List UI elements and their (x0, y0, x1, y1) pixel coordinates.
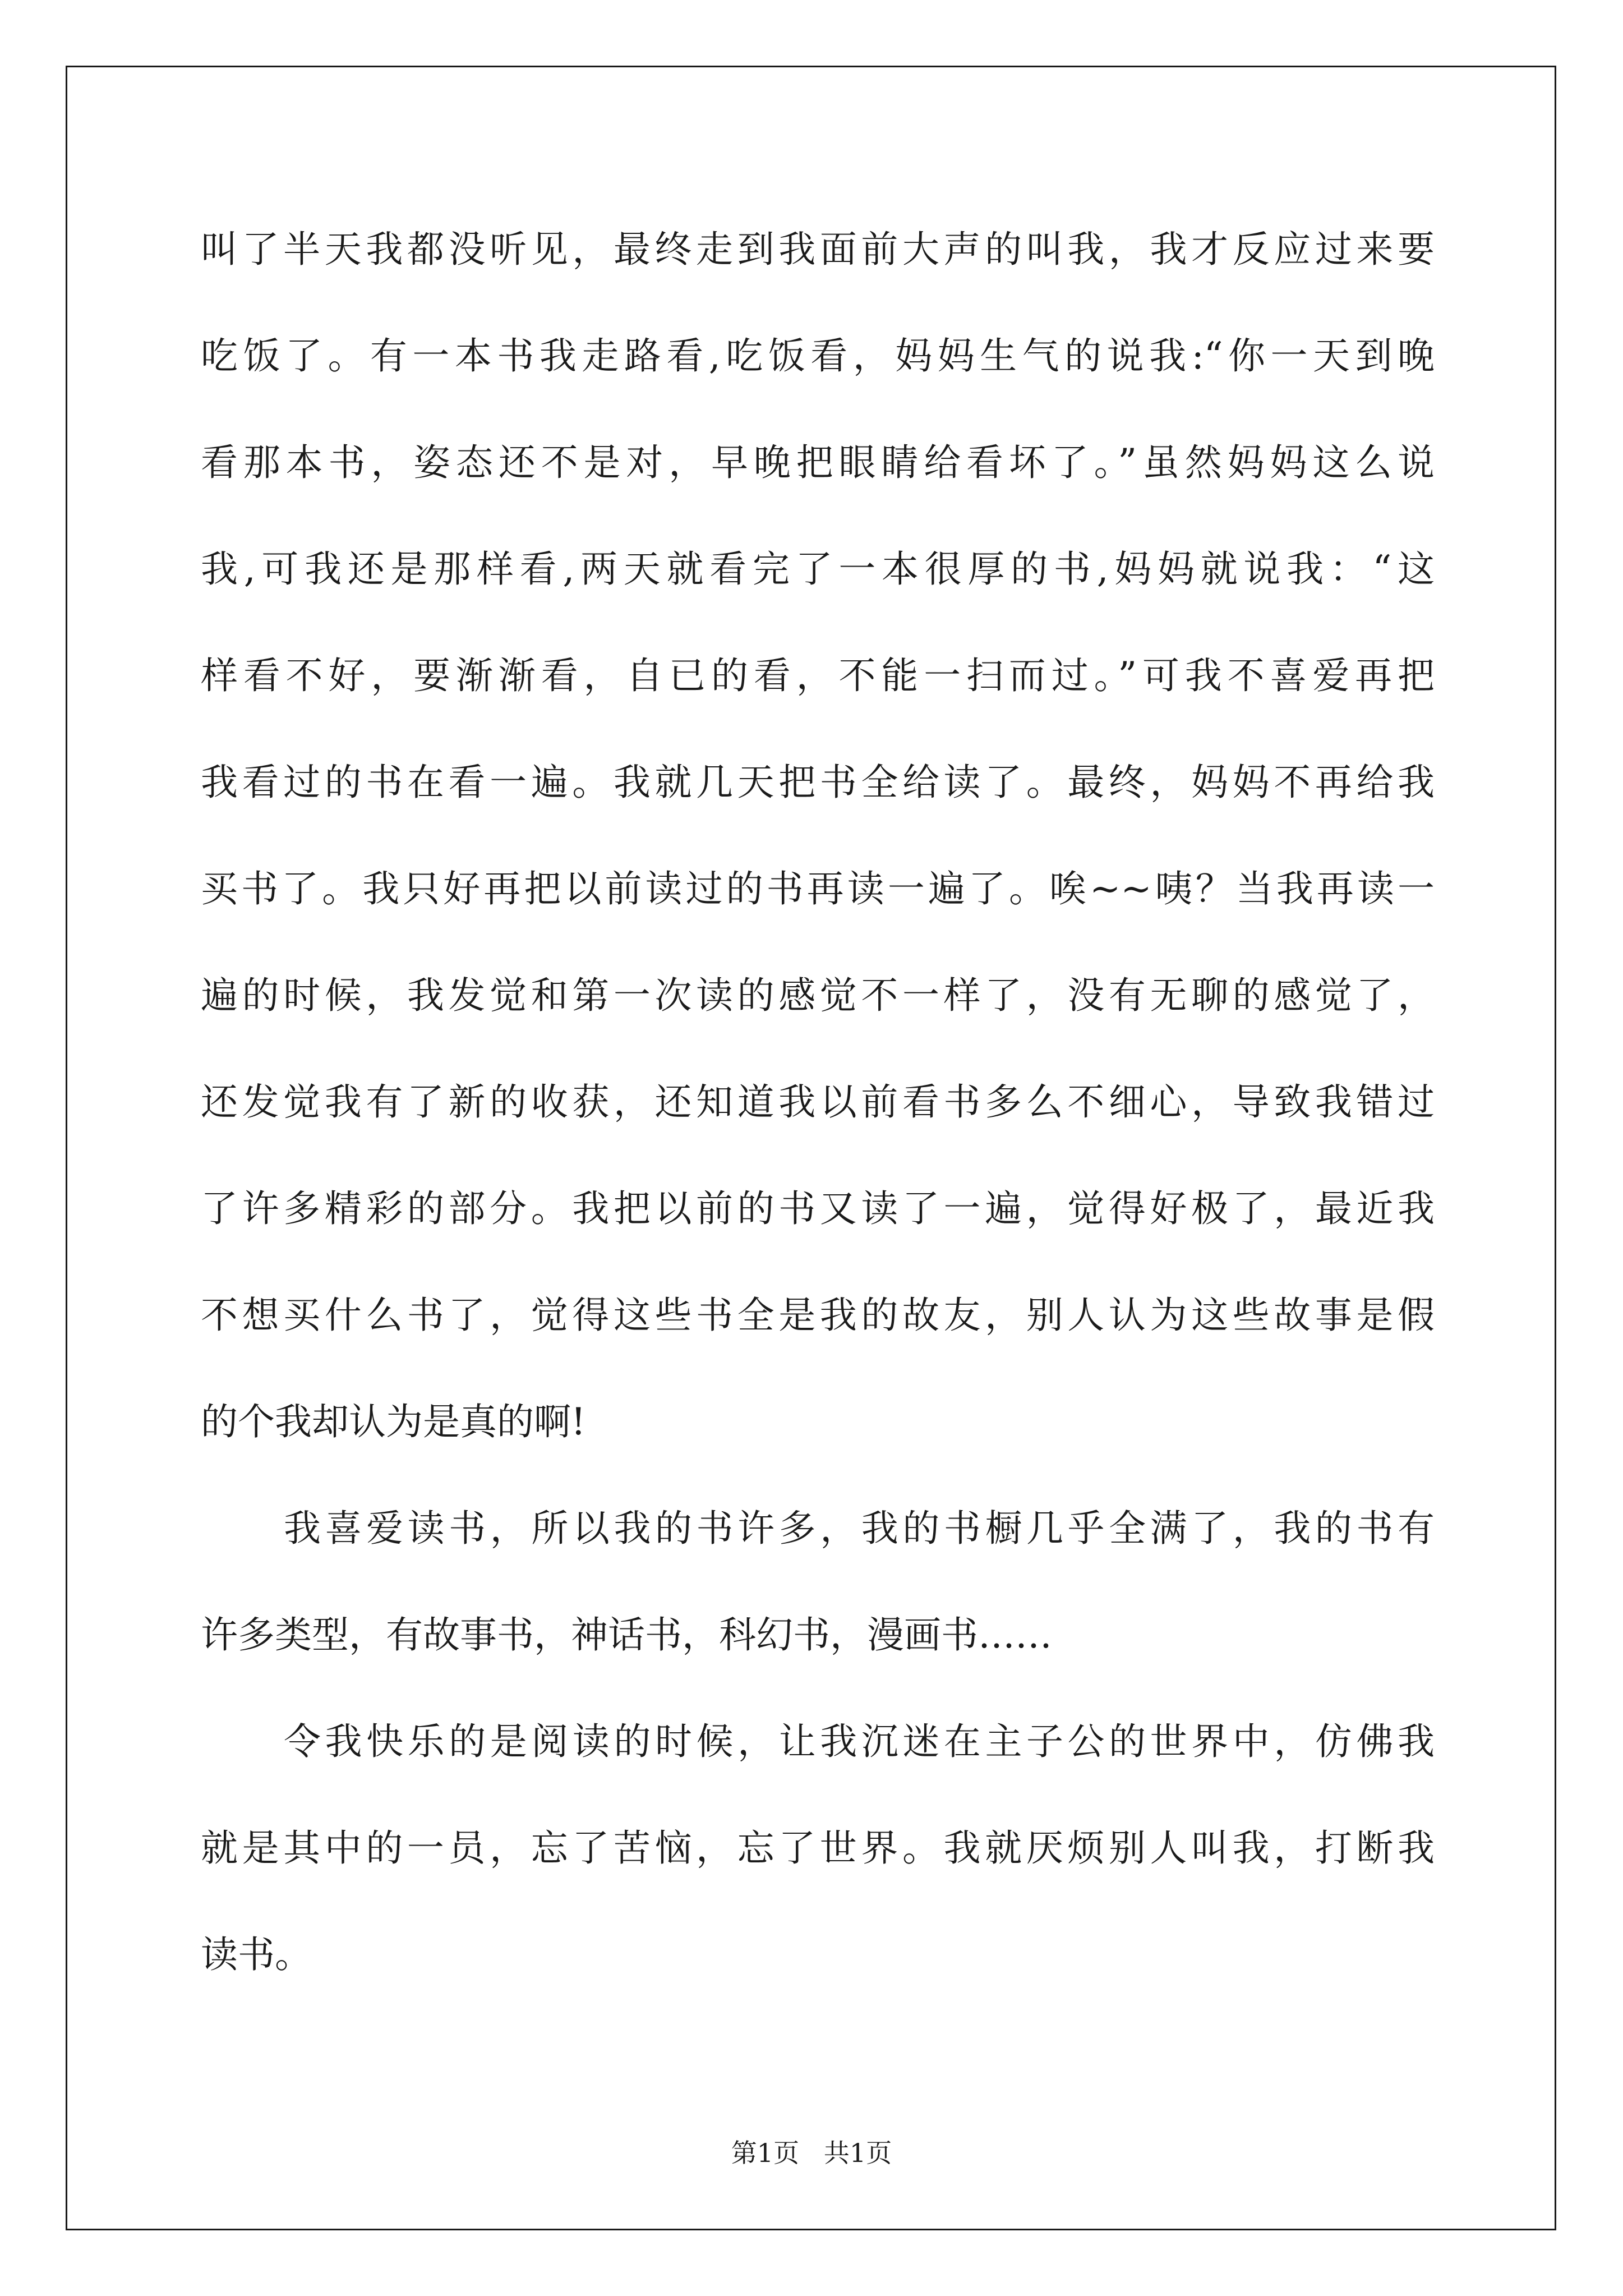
text-line: 叫了半天我都没听见，最终走到我面前大声的叫我，我才反应过来要 (201, 228, 1435, 271)
text-line: 的个我却认为是真的啊! (201, 1400, 586, 1443)
text-line: 遍的时候，我发觉和第一次读的感觉不一样了，没有无聊的感觉了， (201, 974, 1435, 1017)
text-line: 样看不好，要渐渐看，自已的看，不能一扫而过。”可我不喜爱再把 (201, 654, 1435, 697)
text-line: 不想买什么书了，觉得这些书全是我的故友，别人认为这些故事是假 (201, 1294, 1435, 1337)
document-body (201, 219, 1435, 2031)
page-number: 第1页 共1页 (731, 2138, 892, 2168)
text-line: 吃饭了。有一本书我走路看,吃饭看，妈妈生气的说我:“你一天到晚 (201, 334, 1435, 378)
text-line: 读书。 (201, 1933, 312, 1976)
text-line: 看那本书，姿态还不是对，早晚把眼睛给看坏了。”虽然妈妈这么说 (201, 441, 1435, 484)
text-line: 我,可我还是那样看,两天就看完了一本很厚的书,妈妈就说我：“这 (201, 547, 1435, 591)
text-line: 了许多精彩的部分。我把以前的书又读了一遍，觉得好极了，最近我 (201, 1187, 1435, 1230)
text-line: 令我快乐的是阅读的时候，让我沉迷在主子公的世界中，仿佛我 (284, 1720, 1435, 1763)
text-line: 买书了。我只好再把以前读过的书再读一遍了。唉~~咦？当我再读一 (201, 867, 1435, 910)
text-line: 许多类型，有故事书，神话书，科幻书，漫画书…… (201, 1613, 1052, 1657)
text-line: 就是其中的一员，忘了苦恼，忘了世界。我就厌烦别人叫我，打断我 (201, 1826, 1435, 1870)
text-line: 我看过的书在看一遍。我就几天把书全给读了。最终，妈妈不再给我 (201, 761, 1435, 804)
text-line: 还发觉我有了新的收获，还知道我以前看书多么不细心，导致我错过 (201, 1080, 1435, 1124)
text-line: 我喜爱读书，所以我的书许多，我的书橱几乎全满了，我的书有 (284, 1507, 1435, 1550)
